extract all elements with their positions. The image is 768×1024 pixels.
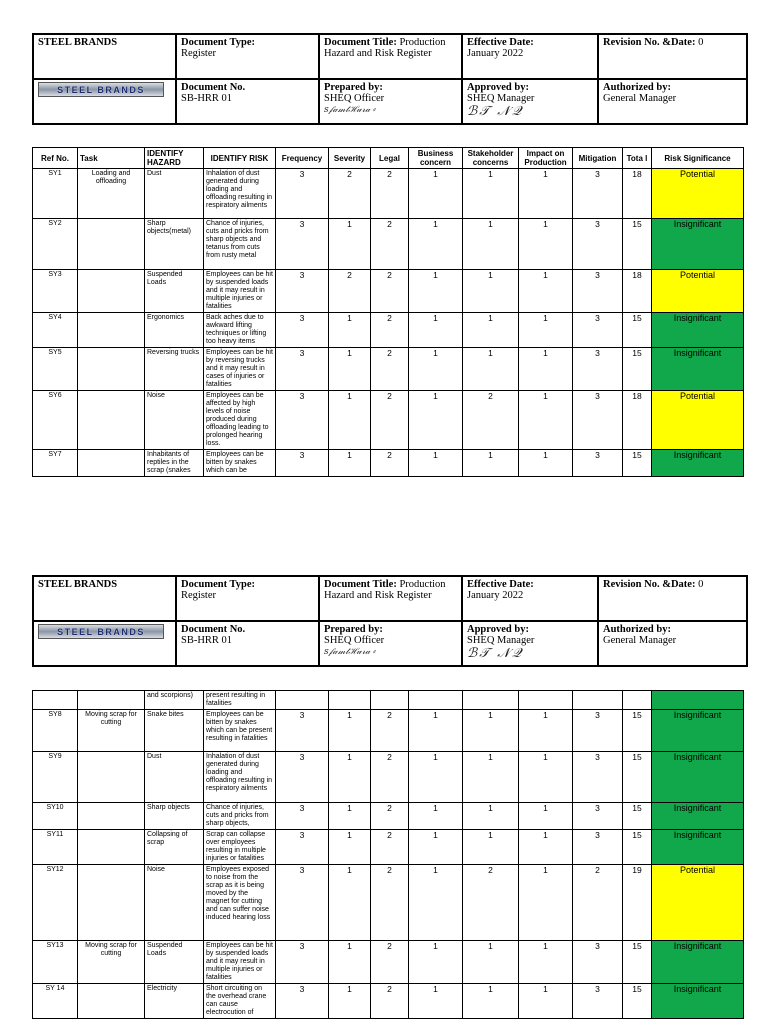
mitigation-cell: 3 <box>573 270 623 313</box>
effective-date-cell <box>462 576 598 621</box>
task-cell <box>78 219 145 270</box>
approved-signature: ℬ𝒯 𝒩𝒬 <box>467 104 524 119</box>
effective-date: January 2022 <box>467 590 524 601</box>
effective-date: January 2022 <box>467 48 524 59</box>
business-cell: 1 <box>409 348 463 391</box>
total-cell: 15 <box>623 219 652 270</box>
significance-cell: Insignificant <box>652 830 744 865</box>
ref-cell: SY2 <box>33 219 78 270</box>
severity-cell: 1 <box>329 219 371 270</box>
frequency-cell <box>276 691 329 710</box>
risk-cell: Scrap can collapse over employees resulting in multiple injuries or fatalities <box>204 830 276 865</box>
mitigation-cell: 3 <box>573 169 623 219</box>
doc-title-cell <box>319 576 462 621</box>
frequency-cell: 3 <box>276 348 329 391</box>
col-total: Tota l <box>623 148 652 169</box>
col-hazard: IDENTIFY HAZARD <box>145 148 204 169</box>
risk-cell: present resulting in fatalities <box>204 691 276 710</box>
stakeholder-cell: 1 <box>463 313 519 348</box>
frequency-cell: 3 <box>276 865 329 941</box>
doc-no-cell <box>176 621 319 666</box>
frequency-cell: 3 <box>276 830 329 865</box>
col-task: Task <box>78 148 145 169</box>
legal-cell: 2 <box>371 391 409 450</box>
company-name: STEEL BRANDS <box>38 579 118 590</box>
col-significance: Risk Significance <box>652 148 744 169</box>
legal-cell: 2 <box>371 830 409 865</box>
effective-date-label: Effective Date: <box>467 579 534 590</box>
impact-cell: 1 <box>519 830 573 865</box>
stakeholder-cell: 1 <box>463 450 519 477</box>
stakeholder-cell: 1 <box>463 803 519 830</box>
doc-title-label: Document Title: <box>324 37 397 48</box>
ref-cell: SY12 <box>33 865 78 941</box>
legal-cell: 2 <box>371 348 409 391</box>
legal-cell: 2 <box>371 865 409 941</box>
table-row <box>33 450 744 477</box>
col-risk: IDENTIFY RISK <box>204 148 276 169</box>
hazard-cell: Electricity <box>145 984 204 1019</box>
stakeholder-cell: 1 <box>463 941 519 984</box>
frequency-cell: 3 <box>276 169 329 219</box>
hazard-cell: Suspended Loads <box>145 270 204 313</box>
doc-type-label: Document Type: <box>181 37 255 48</box>
severity-cell: 1 <box>329 348 371 391</box>
task-cell <box>78 450 145 477</box>
col-impact: Impact on Production <box>519 148 573 169</box>
authorized-by: General Manager <box>603 93 677 104</box>
business-cell: 1 <box>409 169 463 219</box>
significance-cell: Insignificant <box>652 450 744 477</box>
hazard-cell: Noise <box>145 865 204 941</box>
severity-cell: 1 <box>329 450 371 477</box>
prepared-by: SHEQ Officer <box>324 635 385 646</box>
revision: 0 <box>698 579 704 590</box>
stakeholder-cell: 1 <box>463 752 519 803</box>
impact-cell: 1 <box>519 984 573 1019</box>
header-table <box>32 575 748 667</box>
col-mitigation: Mitigation <box>573 148 623 169</box>
task-cell <box>78 313 145 348</box>
mitigation-cell: 3 <box>573 313 623 348</box>
prepared-cell <box>319 79 462 124</box>
risk-cell: Back aches due to awkward lifting techniques or lifting too heavy items <box>204 313 276 348</box>
stakeholder-cell: 1 <box>463 830 519 865</box>
total-cell: 18 <box>623 270 652 313</box>
approved-signature: ℬ𝒯 𝒩𝒬 <box>467 646 524 661</box>
task-cell: Moving scrap for cutting <box>78 710 145 752</box>
significance-cell: Insignificant <box>652 941 744 984</box>
revision-label: Revision No. &Date: <box>603 37 696 48</box>
ref-cell: SY1 <box>33 169 78 219</box>
task-cell <box>78 391 145 450</box>
header-table <box>32 33 748 125</box>
legal-cell: 2 <box>371 169 409 219</box>
task-cell <box>78 865 145 941</box>
total-cell: 15 <box>623 984 652 1019</box>
stakeholder-cell: 1 <box>463 219 519 270</box>
impact-cell: 1 <box>519 752 573 803</box>
company-logo <box>38 624 164 639</box>
risk-cell: Inhalation of dust generated during loading and offloading resulting in respiratory ailments <box>204 752 276 803</box>
severity-cell: 1 <box>329 710 371 752</box>
significance-cell <box>652 691 744 710</box>
total-cell: 15 <box>623 348 652 391</box>
impact-cell <box>519 691 573 710</box>
legal-cell <box>371 691 409 710</box>
col-frequency: Frequency <box>276 148 329 169</box>
significance-cell: Insignificant <box>652 752 744 803</box>
table-row <box>33 865 744 941</box>
risk-cell: Employees can be hit by suspended loads and it may result in multiple injuries or fatalities <box>204 270 276 313</box>
risk-cell: Inhalation of dust generated during loading and offloading resulting in respiratory ailments <box>204 169 276 219</box>
table-row <box>33 219 744 270</box>
impact-cell: 1 <box>519 270 573 313</box>
table-row <box>33 391 744 450</box>
mitigation-cell: 3 <box>573 830 623 865</box>
col-ref: Ref No. <box>33 148 78 169</box>
table-row <box>33 348 744 391</box>
significance-cell: Insignificant <box>652 313 744 348</box>
authorized-by: General Manager <box>603 635 677 646</box>
business-cell: 1 <box>409 752 463 803</box>
significance-cell: Insignificant <box>652 803 744 830</box>
prepared-label: Prepared by: <box>324 624 383 635</box>
document-header-2 <box>32 575 746 667</box>
mitigation-cell: 3 <box>573 984 623 1019</box>
mitigation-cell: 3 <box>573 391 623 450</box>
effective-date-label: Effective Date: <box>467 37 534 48</box>
mitigation-cell <box>573 691 623 710</box>
table-row <box>33 169 744 219</box>
stakeholder-cell <box>463 691 519 710</box>
mitigation-cell: 3 <box>573 752 623 803</box>
severity-cell: 1 <box>329 984 371 1019</box>
ref-cell: SY 14 <box>33 984 78 1019</box>
table-row <box>33 710 744 752</box>
table-row <box>33 941 744 984</box>
doc-type-cell <box>176 34 319 79</box>
hazard-cell: Ergonomics <box>145 313 204 348</box>
logo-text: STEEL BRANDS <box>57 626 145 637</box>
col-legal: Legal <box>371 148 409 169</box>
revision-cell <box>598 576 747 621</box>
logo-cell <box>33 79 176 124</box>
document-header-1 <box>32 33 746 125</box>
business-cell: 1 <box>409 803 463 830</box>
risk-register-table <box>32 147 744 477</box>
total-cell: 15 <box>623 450 652 477</box>
company-cell <box>33 576 176 621</box>
doc-no: SB-HRR 01 <box>181 93 233 104</box>
legal-cell: 2 <box>371 941 409 984</box>
hazard-cell: Inhabitants of reptiles in the scrap (snakes <box>145 450 204 477</box>
register-page-1 <box>32 147 744 477</box>
risk-cell: Employees can be hit by suspended loads and it may result in multiple injuries or fatalities <box>204 941 276 984</box>
total-cell: 19 <box>623 865 652 941</box>
legal-cell: 2 <box>371 219 409 270</box>
table-row <box>33 984 744 1019</box>
table-row <box>33 752 744 803</box>
doc-title-1: Production <box>399 37 446 48</box>
doc-no-label: Document No. <box>181 624 246 635</box>
hazard-cell: Suspended Loads <box>145 941 204 984</box>
risk-cell: Employees can be hit by reversing trucks and it may result in cases of injuries or fatalities <box>204 348 276 391</box>
company-logo <box>38 82 164 97</box>
significance-cell: Potential <box>652 391 744 450</box>
severity-cell: 2 <box>329 270 371 313</box>
doc-type-cell <box>176 576 319 621</box>
hazard-cell: Noise <box>145 391 204 450</box>
significance-cell: Insignificant <box>652 984 744 1019</box>
mitigation-cell: 3 <box>573 710 623 752</box>
frequency-cell: 3 <box>276 391 329 450</box>
total-cell: 18 <box>623 169 652 219</box>
approved-by: SHEQ Manager <box>467 93 535 104</box>
approved-cell <box>462 621 598 666</box>
approved-cell <box>462 79 598 124</box>
total-cell: 15 <box>623 803 652 830</box>
authorized-label: Authorized by: <box>603 82 671 93</box>
company-cell <box>33 34 176 79</box>
effective-date-cell <box>462 34 598 79</box>
ref-cell: SY6 <box>33 391 78 450</box>
table-row <box>33 313 744 348</box>
stakeholder-cell: 1 <box>463 984 519 1019</box>
impact-cell: 1 <box>519 169 573 219</box>
severity-cell: 1 <box>329 803 371 830</box>
hazard-cell: Dust <box>145 169 204 219</box>
severity-cell: 1 <box>329 865 371 941</box>
frequency-cell: 3 <box>276 752 329 803</box>
register-page-2 <box>32 690 744 1019</box>
significance-cell: Potential <box>652 270 744 313</box>
doc-type-label: Document Type: <box>181 579 255 590</box>
legal-cell: 2 <box>371 313 409 348</box>
total-cell <box>623 691 652 710</box>
ref-cell: SY7 <box>33 450 78 477</box>
task-cell <box>78 803 145 830</box>
doc-no-cell <box>176 79 319 124</box>
company-name: STEEL BRANDS <box>38 37 118 48</box>
impact-cell: 1 <box>519 450 573 477</box>
risk-cell: Employees can be affected by high levels of noise produced during offloading leading to prolonged hearing loss. <box>204 391 276 450</box>
mitigation-cell: 3 <box>573 803 623 830</box>
impact-cell: 1 <box>519 219 573 270</box>
ref-cell: SY13 <box>33 941 78 984</box>
prepared-label: Prepared by: <box>324 82 383 93</box>
frequency-cell: 3 <box>276 270 329 313</box>
risk-cell: Employees can be bitten by snakes which can be present resulting in fatalities <box>204 710 276 752</box>
prepared-by: SHEQ Officer <box>324 93 385 104</box>
ref-cell: SY10 <box>33 803 78 830</box>
approved-label: Approved by: <box>467 82 529 93</box>
impact-cell: 1 <box>519 313 573 348</box>
task-cell <box>78 752 145 803</box>
doc-title-2: Hazard and Risk Register <box>324 590 432 601</box>
prepared-signature: ꜱ𝒻𝒶𝓂𝓉ℋ𝓊𝓇𝒶 ⸗ <box>324 647 377 657</box>
legal-cell: 2 <box>371 270 409 313</box>
stakeholder-cell: 1 <box>463 270 519 313</box>
severity-cell <box>329 691 371 710</box>
frequency-cell: 3 <box>276 984 329 1019</box>
hazard-cell: and scorpions) <box>145 691 204 710</box>
doc-title-2: Hazard and Risk Register <box>324 48 432 59</box>
risk-cell: Short circuiting on the overhead crane can cause electrocution of <box>204 984 276 1019</box>
table-row <box>33 830 744 865</box>
impact-cell: 1 <box>519 710 573 752</box>
ref-cell: SY5 <box>33 348 78 391</box>
task-cell <box>78 830 145 865</box>
significance-cell: Insignificant <box>652 219 744 270</box>
authorized-cell <box>598 79 747 124</box>
task-cell <box>78 984 145 1019</box>
approved-by: SHEQ Manager <box>467 635 535 646</box>
ref-cell: SY9 <box>33 752 78 803</box>
mitigation-cell: 3 <box>573 348 623 391</box>
doc-type: Register <box>181 590 216 601</box>
mitigation-cell: 3 <box>573 219 623 270</box>
risk-cell: Employees can be bitten by snakes which can be <box>204 450 276 477</box>
total-cell: 15 <box>623 710 652 752</box>
total-cell: 15 <box>623 830 652 865</box>
mitigation-cell: 2 <box>573 865 623 941</box>
severity-cell: 1 <box>329 752 371 803</box>
significance-cell: Insignificant <box>652 348 744 391</box>
task-cell <box>78 348 145 391</box>
legal-cell: 2 <box>371 710 409 752</box>
logo-cell <box>33 621 176 666</box>
doc-title-label: Document Title: <box>324 579 397 590</box>
ref-cell: SY3 <box>33 270 78 313</box>
legal-cell: 2 <box>371 984 409 1019</box>
hazard-cell: Collapsing of scrap <box>145 830 204 865</box>
total-cell: 18 <box>623 391 652 450</box>
legal-cell: 2 <box>371 450 409 477</box>
risk-cell: Chance of injuries, cuts and pricks from sharp objects, <box>204 803 276 830</box>
severity-cell: 1 <box>329 941 371 984</box>
business-cell: 1 <box>409 450 463 477</box>
frequency-cell: 3 <box>276 941 329 984</box>
prepared-cell <box>319 621 462 666</box>
mitigation-cell: 3 <box>573 450 623 477</box>
severity-cell: 1 <box>329 830 371 865</box>
revision: 0 <box>698 37 704 48</box>
significance-cell: Potential <box>652 169 744 219</box>
severity-cell: 2 <box>329 169 371 219</box>
stakeholder-cell: 2 <box>463 391 519 450</box>
stakeholder-cell: 1 <box>463 169 519 219</box>
table-row <box>33 691 744 710</box>
severity-cell: 1 <box>329 313 371 348</box>
business-cell: 1 <box>409 830 463 865</box>
doc-no-label: Document No. <box>181 82 246 93</box>
task-cell <box>78 691 145 710</box>
significance-cell: Insignificant <box>652 710 744 752</box>
logo-text: STEEL BRANDS <box>57 84 145 95</box>
task-cell <box>78 270 145 313</box>
impact-cell: 1 <box>519 865 573 941</box>
approved-label: Approved by: <box>467 624 529 635</box>
ref-cell <box>33 691 78 710</box>
frequency-cell: 3 <box>276 710 329 752</box>
mitigation-cell: 3 <box>573 941 623 984</box>
stakeholder-cell: 2 <box>463 865 519 941</box>
col-severity: Severity <box>329 148 371 169</box>
severity-cell: 1 <box>329 391 371 450</box>
hazard-cell: Sharp objects <box>145 803 204 830</box>
business-cell: 1 <box>409 219 463 270</box>
legal-cell: 2 <box>371 803 409 830</box>
revision-cell <box>598 34 747 79</box>
task-cell: Moving scrap for cutting <box>78 941 145 984</box>
impact-cell: 1 <box>519 391 573 450</box>
business-cell: 1 <box>409 270 463 313</box>
frequency-cell: 3 <box>276 803 329 830</box>
frequency-cell: 3 <box>276 313 329 348</box>
business-cell: 1 <box>409 941 463 984</box>
hazard-cell: Dust <box>145 752 204 803</box>
doc-title-cell <box>319 34 462 79</box>
doc-title-1: Production <box>399 579 446 590</box>
doc-no: SB-HRR 01 <box>181 635 233 646</box>
col-business: Business concern <box>409 148 463 169</box>
ref-cell: SY4 <box>33 313 78 348</box>
business-cell: 1 <box>409 984 463 1019</box>
ref-cell: SY8 <box>33 710 78 752</box>
hazard-cell: Snake bites <box>145 710 204 752</box>
hazard-cell: Sharp objects(metal) <box>145 219 204 270</box>
impact-cell: 1 <box>519 941 573 984</box>
col-stakeholder: Stakeholder concerns <box>463 148 519 169</box>
frequency-cell: 3 <box>276 219 329 270</box>
business-cell: 1 <box>409 710 463 752</box>
task-cell: Loading and offloading <box>78 169 145 219</box>
impact-cell: 1 <box>519 348 573 391</box>
risk-register-table-continued <box>32 690 744 1019</box>
legal-cell: 2 <box>371 752 409 803</box>
table-row <box>33 803 744 830</box>
hazard-cell: Reversing trucks <box>145 348 204 391</box>
business-cell: 1 <box>409 391 463 450</box>
ref-cell: SY11 <box>33 830 78 865</box>
total-cell: 15 <box>623 752 652 803</box>
risk-cell: Employees exposed to noise from the scrap as it is being moved by the magnet for cutting and can suffer noise induced hearing loss <box>204 865 276 941</box>
stakeholder-cell: 1 <box>463 710 519 752</box>
risk-cell: Chance of injuries, cuts and pricks from sharp objects and tetanus from cuts from rusty metal <box>204 219 276 270</box>
impact-cell: 1 <box>519 803 573 830</box>
business-cell <box>409 691 463 710</box>
significance-cell: Potential <box>652 865 744 941</box>
total-cell: 15 <box>623 941 652 984</box>
table-row <box>33 270 744 313</box>
authorized-label: Authorized by: <box>603 624 671 635</box>
stakeholder-cell: 1 <box>463 348 519 391</box>
authorized-cell <box>598 621 747 666</box>
prepared-signature: ꜱ𝒻𝒶𝓂𝓉ℋ𝓊𝓇𝒶 ⸗ <box>324 105 377 115</box>
total-cell: 15 <box>623 313 652 348</box>
business-cell: 1 <box>409 313 463 348</box>
revision-label: Revision No. &Date: <box>603 579 696 590</box>
frequency-cell: 3 <box>276 450 329 477</box>
business-cell: 1 <box>409 865 463 941</box>
doc-type: Register <box>181 48 216 59</box>
header-row <box>33 148 744 169</box>
